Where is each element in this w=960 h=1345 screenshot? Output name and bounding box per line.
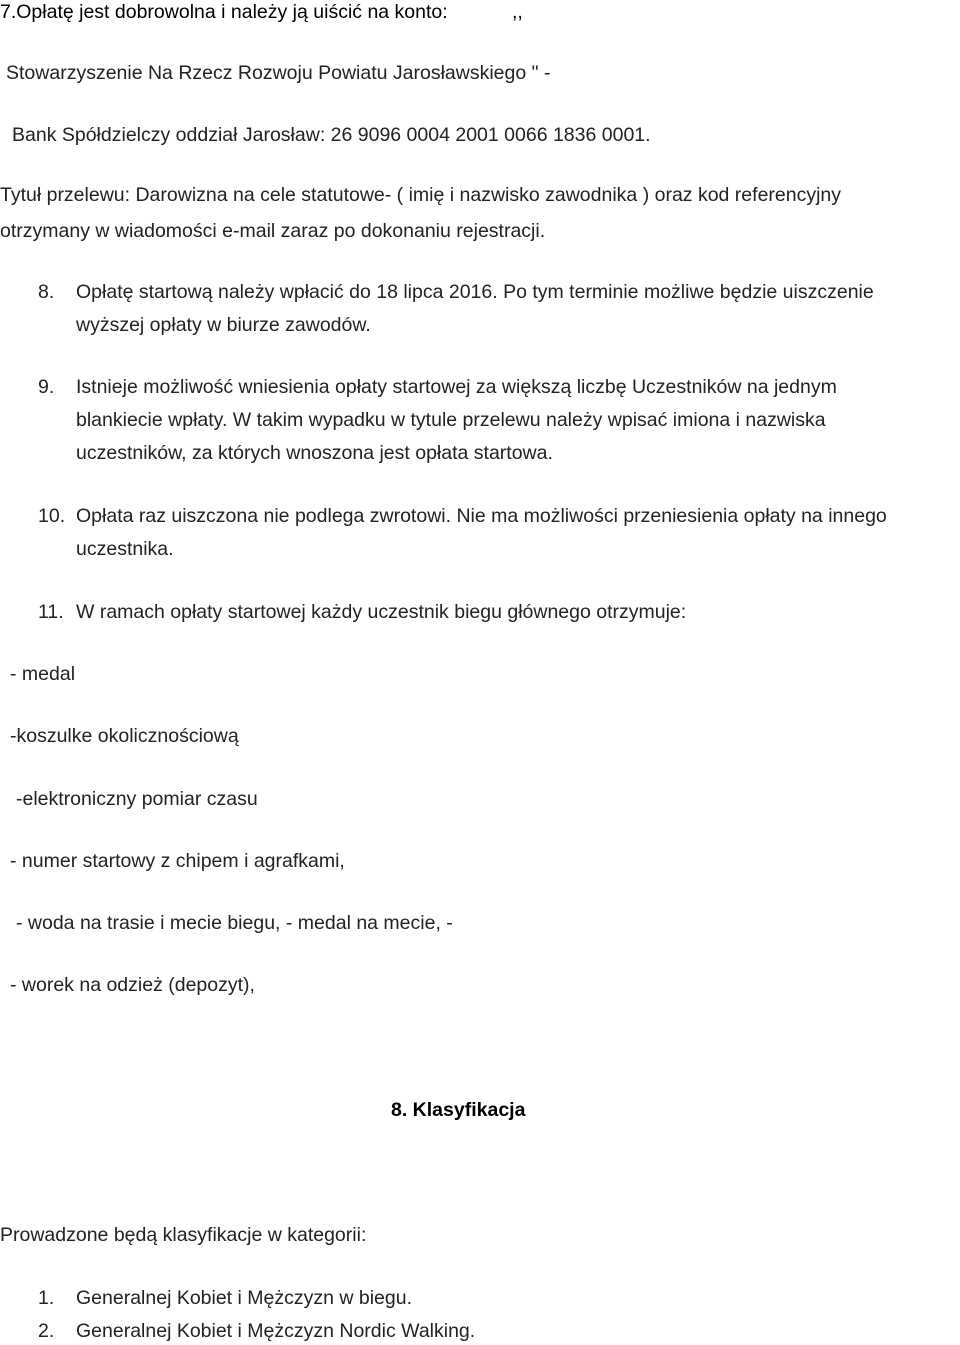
- benefit-item: - numer startowy z chipem i agrafkami,: [10, 850, 345, 872]
- category-number: 2.: [38, 1320, 55, 1342]
- classification-intro: Prowadzone będą klasyfikacje w kategorii:: [0, 1224, 367, 1246]
- category-item: Generalnej Kobiet i Mężczyzn w biegu.: [76, 1287, 413, 1309]
- item-8-line-1: Opłatę startową należy wpłacić do 18 lipca 2016. Po tym terminie możliwe będzie uiszczenie: [76, 281, 874, 303]
- payment-line-5: otrzymany w wiadomości e-mail zaraz po dokonaniu rejestracji.: [0, 220, 546, 242]
- item-9-line-1: Istnieje możliwość wniesienia opłaty startowej za większą liczbę Uczestników na jednym: [76, 376, 837, 398]
- item-10-line-2: uczestnika.: [76, 538, 174, 560]
- benefit-item: - worek na odzież (depozyt),: [10, 974, 255, 996]
- item-8-number: 8.: [38, 281, 55, 303]
- payment-line-4: Tytuł przelewu: Darowizna na cele statutowe- ( imię i nazwisko zawodnika ) oraz kod referencyjny: [0, 184, 842, 206]
- benefit-item: -elektroniczny pomiar czasu: [16, 788, 258, 810]
- item-10-line-1: Opłata raz uiszczona nie podlega zwrotowi. Nie ma możliwości przeniesienia opłaty na innego: [76, 505, 887, 527]
- section-heading: 8. Klasyfikacja: [391, 1099, 526, 1121]
- payment-line-1: 7.Opłatę jest dobrowolna i należy ją uiścić na konto:: [0, 1, 448, 23]
- category-number: 1.: [38, 1287, 55, 1309]
- benefit-item: - woda na trasie i mecie biegu, - medal na mecie, -: [16, 912, 453, 934]
- payment-line-1-quote: ,,: [512, 1, 523, 23]
- payment-line-3: Bank Spółdzielczy oddział Jarosław: 26 9096 0004 2001 0066 1836 0001.: [12, 124, 651, 146]
- benefit-item: -koszulke okolicznościową: [10, 725, 239, 747]
- item-9-line-3: uczestników, za których wnoszona jest opłata startowa.: [76, 442, 553, 464]
- payment-line-2: Stowarzyszenie Na Rzecz Rozwoju Powiatu Jarosławskiego " -: [6, 62, 551, 84]
- item-11-number: 11.: [38, 601, 64, 623]
- item-10-number: 10.: [38, 505, 66, 527]
- item-9-number: 9.: [38, 376, 55, 398]
- benefit-item: - medal: [10, 663, 76, 685]
- category-item: Generalnej Kobiet i Mężczyzn Nordic Walking.: [76, 1320, 476, 1342]
- item-8-line-2: wyższej opłaty w biurze zawodów.: [76, 314, 371, 336]
- item-11-line-1: W ramach opłaty startowej każdy uczestnik biegu głównego otrzymuje:: [76, 601, 687, 623]
- item-9-line-2: blankiecie wpłaty. W takim wypadku w tytule przelewu należy wpisać imiona i nazwiska: [76, 409, 826, 431]
